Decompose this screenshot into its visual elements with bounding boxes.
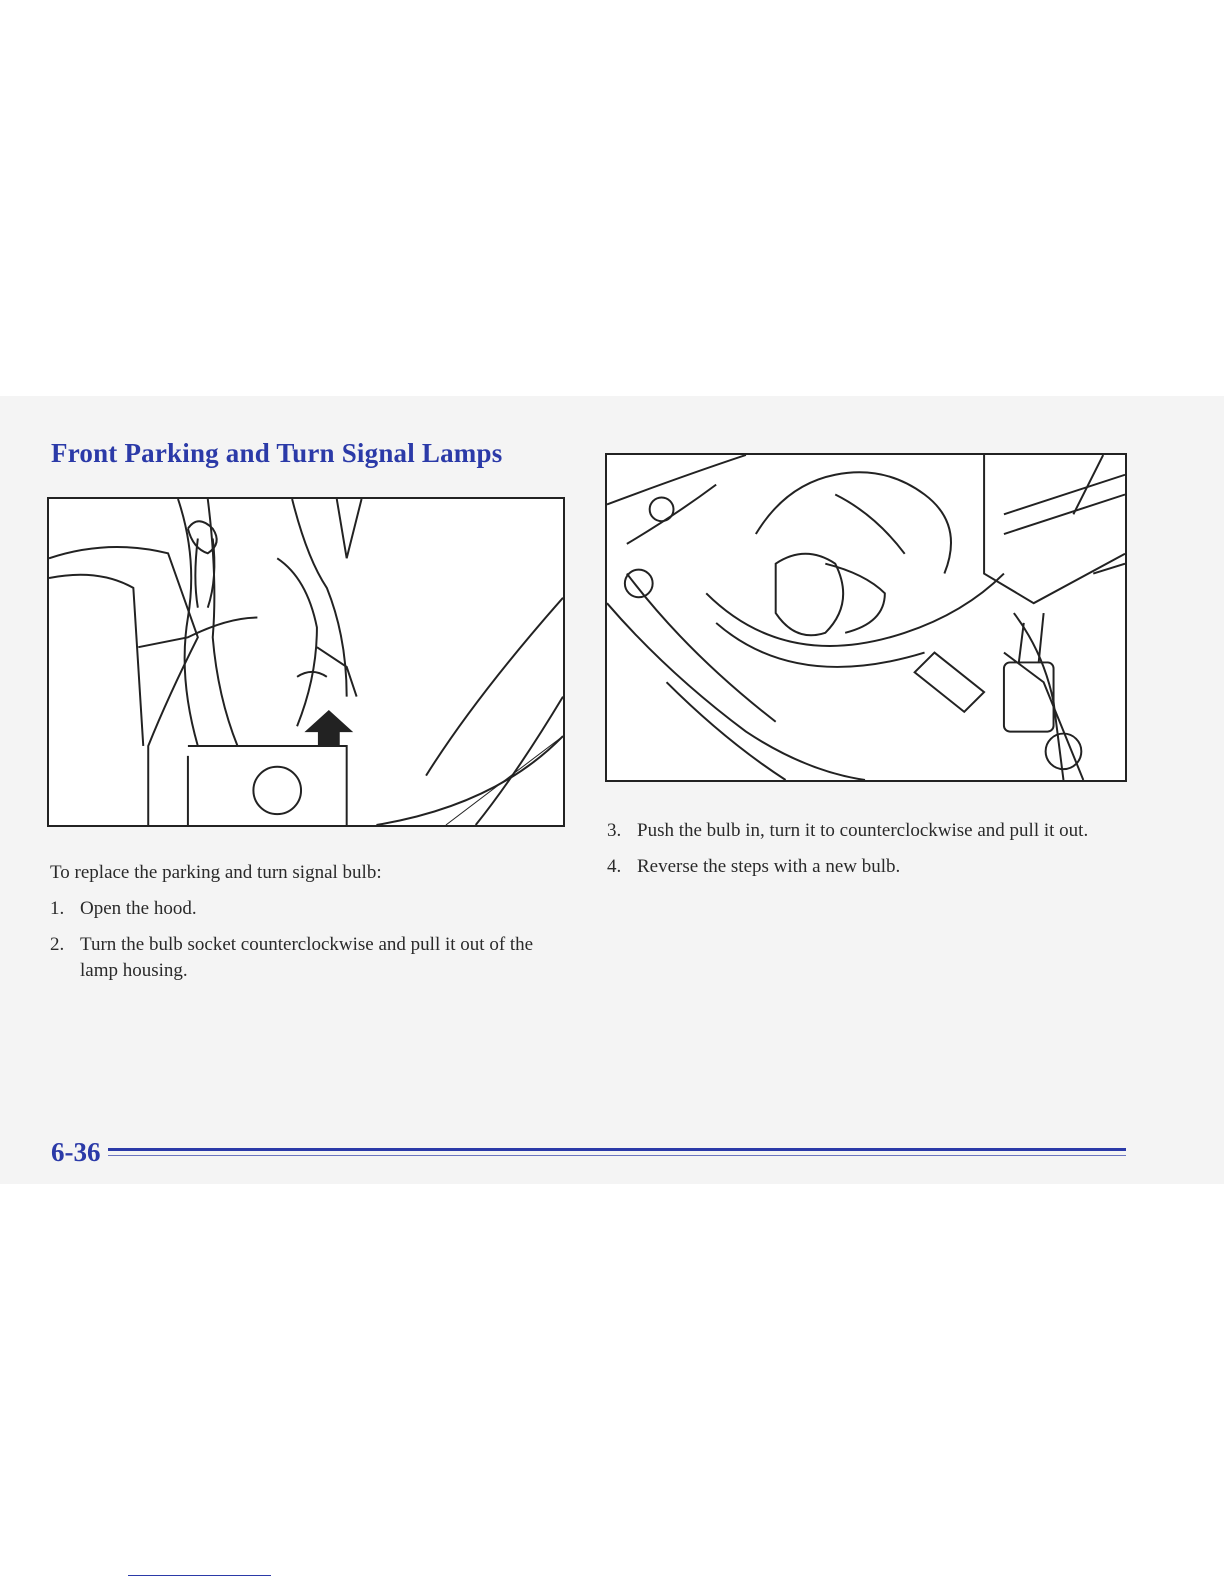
step-number: 1. xyxy=(50,898,65,919)
bulb-socket-illustration xyxy=(605,453,1127,782)
intro-text: To replace the parking and turn signal bulb: xyxy=(50,862,382,883)
page-title: Front Parking and Turn Signal Lamps xyxy=(51,438,503,468)
steps-list-right xyxy=(607,818,1127,890)
step-number: 3. xyxy=(607,820,622,841)
footer-rule-thin xyxy=(108,1155,1126,1156)
step-text: Push the bulb in, turn it to counterclockwise and pull it out. xyxy=(637,820,1089,841)
list-item xyxy=(50,932,570,984)
lamp-housing-illustration xyxy=(47,497,565,827)
step-number: 4. xyxy=(607,856,622,877)
step-text: Open the hood. xyxy=(80,898,197,919)
steps-list-left xyxy=(50,896,570,994)
step-text: Reverse the steps with a new bulb. xyxy=(637,856,901,877)
list-item xyxy=(50,896,570,922)
list-item xyxy=(607,818,1127,844)
step-text: Turn the bulb socket counterclockwise and pull it out of the lamp housing. xyxy=(80,934,534,981)
step-number: 2. xyxy=(50,934,65,955)
page-number: 6-36 xyxy=(51,1137,101,1167)
list-item xyxy=(607,854,1127,880)
footer-rule xyxy=(108,1148,1126,1151)
bottom-divider xyxy=(128,1575,271,1576)
